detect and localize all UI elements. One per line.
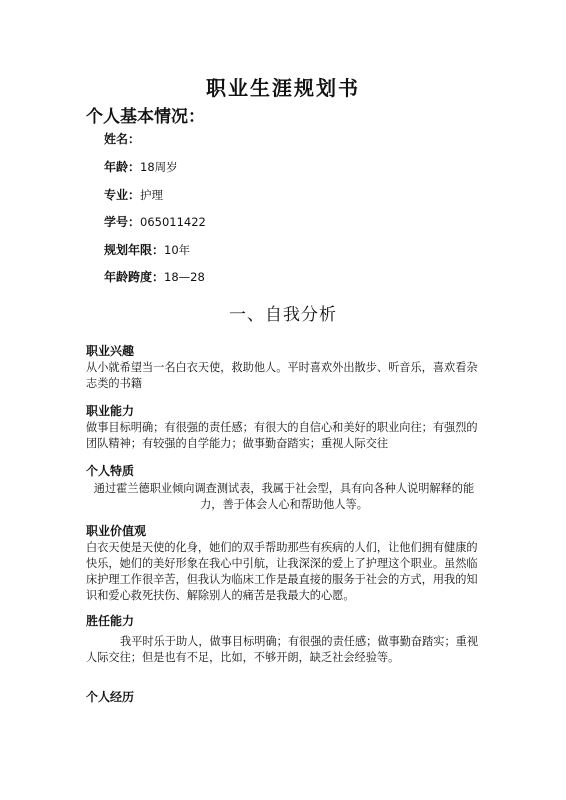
section-heading: 职业价值观 — [86, 524, 147, 538]
info-row-major — [104, 186, 163, 203]
info-value: 065011422 — [140, 215, 206, 229]
info-row-plan-years — [104, 241, 190, 258]
info-value: 18—28 — [164, 270, 205, 284]
info-label: 姓名： — [104, 132, 141, 146]
section-paragraph: 通过霍兰德职业倾向调查测试表，我属于社会型，具有向各种人说明解释的能力，善于体会人心和帮助他人等。 — [93, 482, 475, 511]
section-heading: 职业兴趣 — [86, 344, 135, 358]
info-value: 10年 — [164, 243, 191, 257]
basic-info-heading: 个人基本情况： — [86, 107, 205, 127]
section-paragraph: 我平时乐于助人，做事目标明确；有很强的责任感；做事勤奋踏实；重视人际交往；但是也有不足，比如，不够开朗，缺乏社会经验等。 — [86, 635, 479, 664]
section-paragraph: 从小就希望当一名白衣天使，救助他人。平时喜欢外出散步、听音乐，喜欢看杂志类的书籍 — [86, 361, 478, 390]
info-label: 学号： — [104, 215, 141, 229]
info-row-student-id — [104, 213, 206, 230]
info-label: 年龄跨度： — [104, 270, 165, 284]
section-heading: 胜任能力 — [86, 614, 135, 628]
section-paragraph: 白衣天使是天使的化身，她们的双手帮助那些有疾病的人们，让他们拥有健康的快乐，她们的美好形象在我心中引航，让我深深的爱上了护理这个职业。虽然临床护理工作很辛苦，但我认为临床工作是最直接的服务于社会的方式，用我的知识和爱心救死扶伤、解除别人的痛苦是我最大的心愿。 — [86, 541, 478, 602]
info-row-age — [104, 158, 178, 175]
info-row-age-span — [104, 268, 205, 285]
section-paragraph: 做事目标明确；有很强的责任感；有很大的自信心和美好的职业向往；有强烈的团队精神；有较强的自学能力；做事勤奋踏实；重视人际交往 — [86, 421, 478, 450]
section-heading: 个人经历 — [86, 690, 135, 704]
section-heading: 个人特质 — [86, 464, 135, 478]
section-title: 一、自我分析 — [229, 305, 337, 325]
info-value: 18周岁 — [140, 160, 178, 174]
document-title: 职业生涯规划书 — [206, 76, 360, 100]
info-label: 年龄： — [104, 160, 141, 174]
info-row-name — [104, 130, 140, 147]
info-label: 规划年限： — [104, 243, 165, 257]
info-label: 专业： — [104, 188, 141, 202]
section-heading: 职业能力 — [86, 404, 135, 418]
info-value: 护理 — [140, 188, 164, 202]
